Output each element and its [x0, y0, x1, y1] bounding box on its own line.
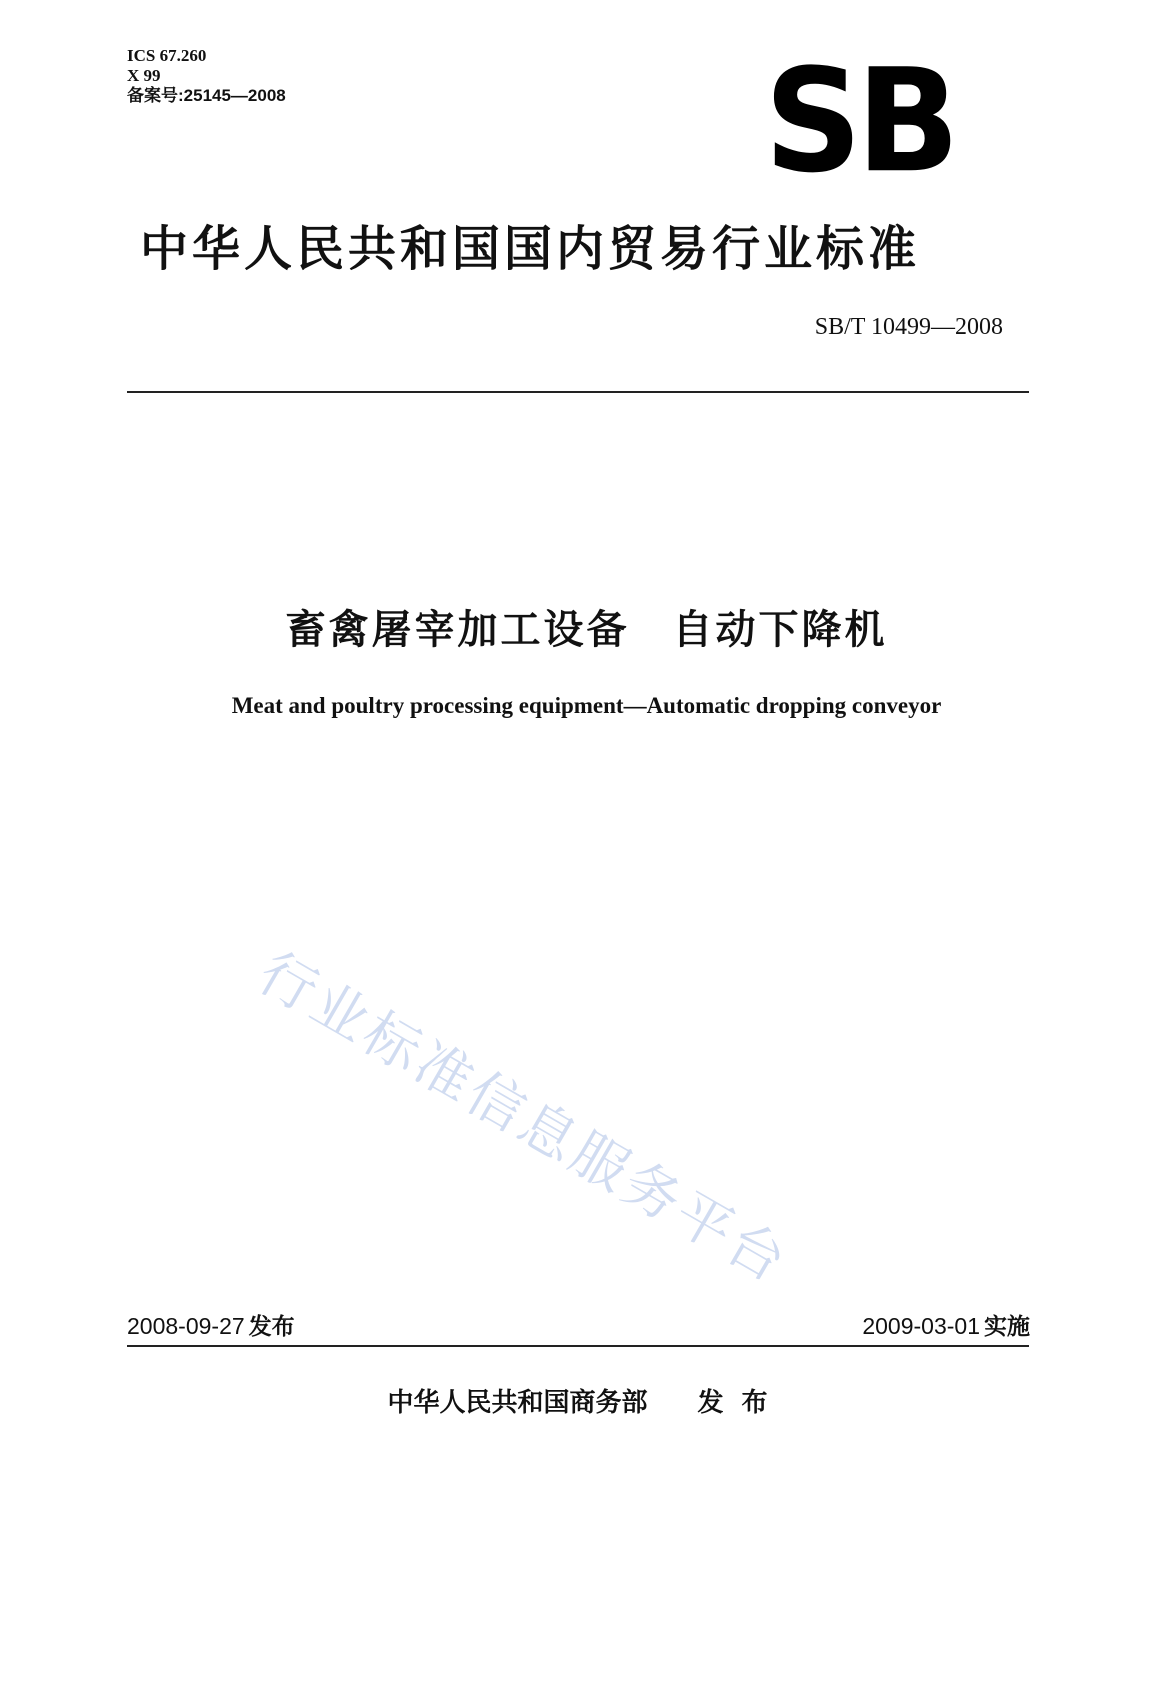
standard-number: SB/T 10499—2008 — [814, 314, 1003, 340]
publish-label: 发布 — [248, 1314, 295, 1340]
ics-code: ICS 67.260 — [127, 46, 207, 65]
classification-code: X 99 — [127, 66, 161, 85]
implement-date-block — [862, 1308, 1030, 1341]
document-title-chinese: 畜禽屠宰加工设备 自动下降机 — [285, 607, 888, 653]
issuer-line — [0, 1382, 1173, 1419]
issuer-name: 中华人民共和国商务部 — [387, 1388, 648, 1418]
publish-date-block — [127, 1308, 295, 1341]
bottom-divider — [127, 1345, 1029, 1347]
sb-logo — [750, 39, 968, 205]
sb-logo-text: SB — [764, 39, 954, 205]
classification-block — [127, 46, 286, 106]
implement-date: 2009-03-01 — [862, 1313, 980, 1339]
publish-date: 2008-09-27 — [127, 1313, 245, 1339]
top-divider — [127, 391, 1029, 393]
national-standard-title: 中华人民共和国国内贸易行业标准 — [140, 221, 921, 277]
watermark-text: 行业标准信息服务平台 — [247, 940, 800, 1297]
issuer-verb: 发布 — [697, 1388, 786, 1418]
implement-label: 实施 — [984, 1314, 1030, 1340]
filing-number: 备案号:25145—2008 — [127, 86, 286, 105]
document-title-english: Meat and poultry processing equipment—Automatic dropping conveyor — [231, 693, 942, 718]
